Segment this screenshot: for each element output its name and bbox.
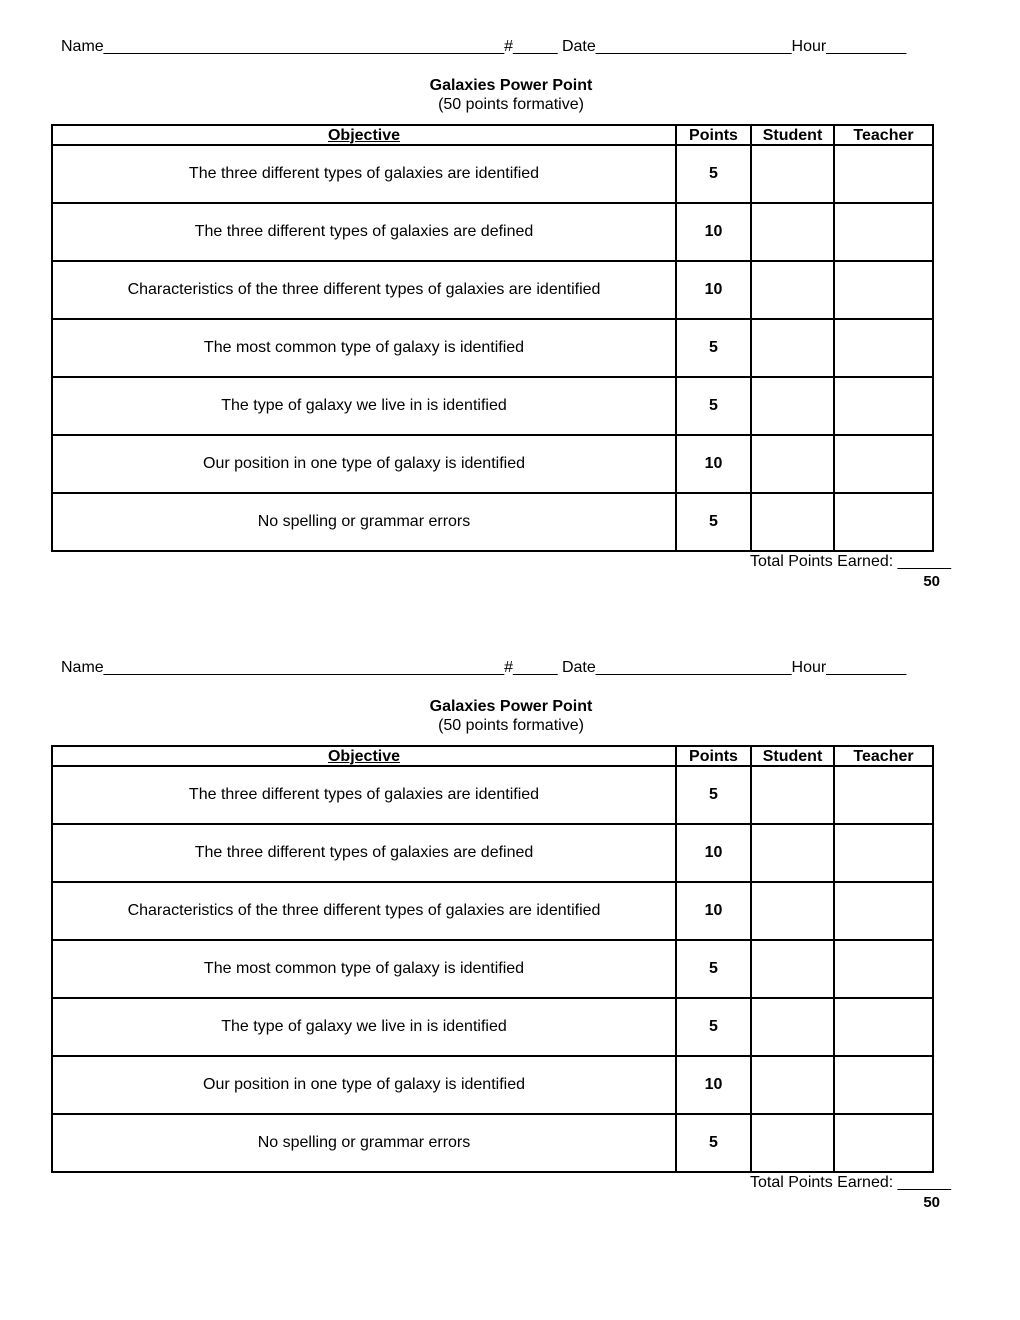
student-score-cell[interactable] xyxy=(751,940,834,998)
table-row xyxy=(52,435,933,493)
form-title: Galaxies Power Point xyxy=(429,77,593,94)
points-cell: 5 xyxy=(676,145,751,203)
table-row xyxy=(52,824,933,882)
table-row xyxy=(52,261,933,319)
rubric-table xyxy=(51,124,934,552)
column-header-points: Points xyxy=(676,125,751,145)
objective-cell: Our position in one type of galaxy is identified xyxy=(52,1056,676,1114)
points-cell: 5 xyxy=(676,940,751,998)
table-row xyxy=(52,998,933,1056)
points-cell: 10 xyxy=(676,261,751,319)
column-header-teacher: Teacher xyxy=(834,746,933,766)
points-cell: 10 xyxy=(676,203,751,261)
objective-cell: Characteristics of the three different types of galaxies are identified xyxy=(52,882,676,940)
total-points-earned: Total Points Earned: ______ xyxy=(750,553,952,570)
teacher-score-cell[interactable] xyxy=(834,1114,933,1172)
teacher-score-cell[interactable] xyxy=(834,435,933,493)
table-header-row xyxy=(52,125,933,145)
objective-cell: The type of galaxy we live in is identified xyxy=(52,998,676,1056)
teacher-score-cell[interactable] xyxy=(834,261,933,319)
total-points-max: 50 xyxy=(923,573,940,590)
points-cell: 10 xyxy=(676,824,751,882)
objective-cell: The most common type of galaxy is identified xyxy=(52,940,676,998)
column-header-objective: Objective xyxy=(52,125,676,145)
objective-cell: The type of galaxy we live in is identified xyxy=(52,377,676,435)
teacher-score-cell[interactable] xyxy=(834,824,933,882)
total-points-earned: Total Points Earned: ______ xyxy=(750,1174,952,1191)
total-points-max: 50 xyxy=(923,1194,940,1211)
objective-cell: The three different types of galaxies are identified xyxy=(52,145,676,203)
form-title: Galaxies Power Point xyxy=(429,698,593,715)
teacher-score-cell[interactable] xyxy=(834,882,933,940)
points-cell: 10 xyxy=(676,1056,751,1114)
table-row xyxy=(52,145,933,203)
student-score-cell[interactable] xyxy=(751,435,834,493)
teacher-score-cell[interactable] xyxy=(834,766,933,824)
form-subtitle: (50 points formative) xyxy=(438,717,584,734)
objective-cell: The three different types of galaxies are identified xyxy=(52,766,676,824)
student-score-cell[interactable] xyxy=(751,493,834,551)
table-row xyxy=(52,1114,933,1172)
table-row xyxy=(52,319,933,377)
points-cell: 5 xyxy=(676,1114,751,1172)
student-score-cell[interactable] xyxy=(751,1114,834,1172)
rubric-table xyxy=(51,745,934,1173)
student-score-cell[interactable] xyxy=(751,824,834,882)
table-row xyxy=(52,1056,933,1114)
student-score-cell[interactable] xyxy=(751,319,834,377)
teacher-score-cell[interactable] xyxy=(834,203,933,261)
table-row xyxy=(52,940,933,998)
points-cell: 10 xyxy=(676,882,751,940)
teacher-score-cell[interactable] xyxy=(834,319,933,377)
teacher-score-cell[interactable] xyxy=(834,377,933,435)
points-cell: 5 xyxy=(676,998,751,1056)
column-header-student: Student xyxy=(751,746,834,766)
column-header-points: Points xyxy=(676,746,751,766)
table-row xyxy=(52,377,933,435)
teacher-score-cell[interactable] xyxy=(834,145,933,203)
points-cell: 5 xyxy=(676,319,751,377)
table-row xyxy=(52,766,933,824)
points-cell: 5 xyxy=(676,493,751,551)
teacher-score-cell[interactable] xyxy=(834,998,933,1056)
objective-cell: The three different types of galaxies are defined xyxy=(52,203,676,261)
column-header-teacher: Teacher xyxy=(834,125,933,145)
teacher-score-cell[interactable] xyxy=(834,940,933,998)
student-score-cell[interactable] xyxy=(751,766,834,824)
objective-cell: The most common type of galaxy is identified xyxy=(52,319,676,377)
student-score-cell[interactable] xyxy=(751,377,834,435)
points-cell: 5 xyxy=(676,377,751,435)
objective-cell: Our position in one type of galaxy is identified xyxy=(52,435,676,493)
table-header-row xyxy=(52,746,933,766)
teacher-score-cell[interactable] xyxy=(834,1056,933,1114)
column-header-objective: Objective xyxy=(52,746,676,766)
points-cell: 5 xyxy=(676,766,751,824)
points-cell: 10 xyxy=(676,435,751,493)
table-row xyxy=(52,882,933,940)
student-score-cell[interactable] xyxy=(751,1056,834,1114)
objective-cell: No spelling or grammar errors xyxy=(52,493,676,551)
student-score-cell[interactable] xyxy=(751,882,834,940)
teacher-score-cell[interactable] xyxy=(834,493,933,551)
form-subtitle: (50 points formative) xyxy=(438,96,584,113)
student-score-cell[interactable] xyxy=(751,203,834,261)
student-score-cell[interactable] xyxy=(751,998,834,1056)
objective-cell: The three different types of galaxies are defined xyxy=(52,824,676,882)
column-header-student: Student xyxy=(751,125,834,145)
student-score-cell[interactable] xyxy=(751,145,834,203)
table-row xyxy=(52,493,933,551)
objective-cell: Characteristics of the three different types of galaxies are identified xyxy=(52,261,676,319)
student-info-line: Name_____________________________________________#_____ Date______________________Hour_________ xyxy=(61,38,907,55)
table-row xyxy=(52,203,933,261)
objective-cell: No spelling or grammar errors xyxy=(52,1114,676,1172)
student-score-cell[interactable] xyxy=(751,261,834,319)
student-info-line: Name_____________________________________________#_____ Date______________________Hour_________ xyxy=(61,659,907,676)
